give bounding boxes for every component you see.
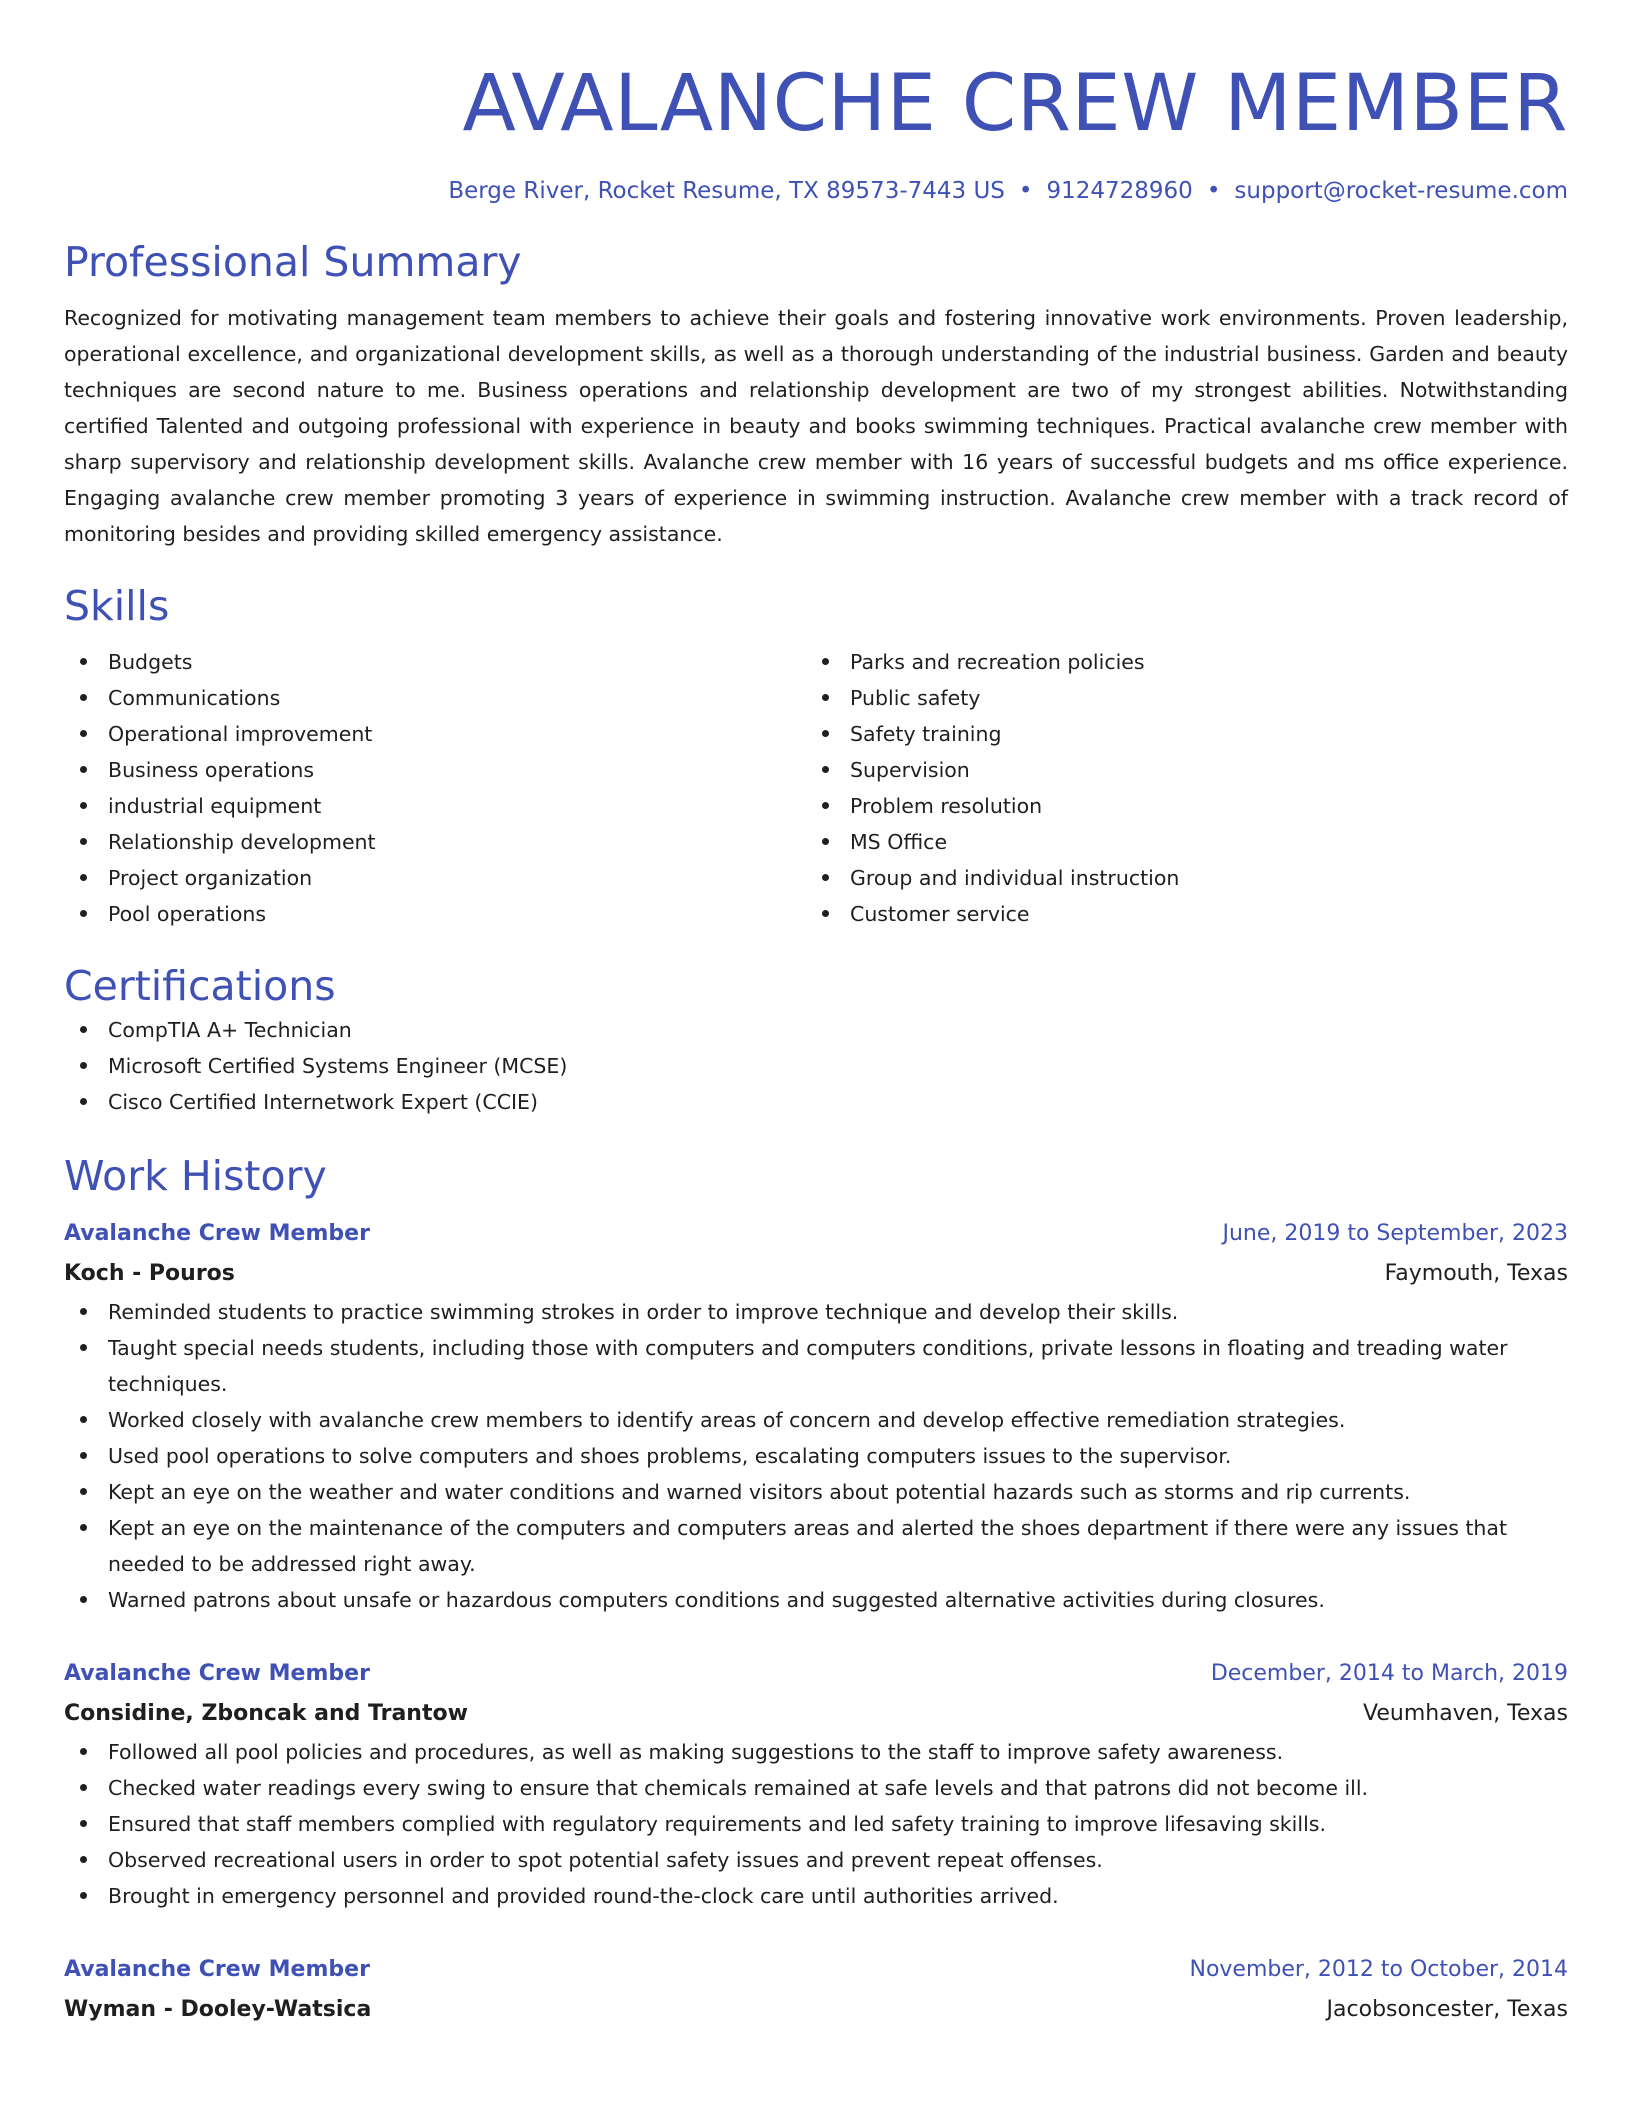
job-header-row [64,1654,1568,1694]
skill-item: Communications [64,680,806,716]
job-bullet: Checked water readings every swing to ensure that chemicals remained at safe levels and that patrons did not become ill. [64,1770,1568,1806]
job-dates: November, 2012 to October, 2014 [1189,1957,1568,1982]
skills-list-left [64,644,806,932]
skill-item: Problem resolution [806,788,1548,824]
resume-header [64,0,1568,206]
job-bullet: Worked closely with avalanche crew members to identify areas of concern and develop effective remediation strategies. [64,1402,1568,1438]
job-company-row [64,1254,1568,1294]
skill-item: industrial equipment [64,788,806,824]
job-company: Considine, Zboncak and Trantow [64,1701,468,1726]
contact-line [64,176,1568,206]
skills-section [64,580,1568,932]
candidate-name: AVALANCHE CREW MEMBER [462,59,1568,149]
job-company: Wyman - Dooley-Watsica [64,1997,372,2022]
certification-item: Microsoft Certified Systems Engineer (MCSE) [64,1048,1568,1084]
contact-email: support@rocket-resume.com [1234,178,1568,204]
job-company-row [64,1694,1568,1734]
section-title-certifications: Certifications [64,962,336,1010]
job-entry [64,1950,1568,2030]
job-bullet: Used pool operations to solve computers and shoes problems, escalating computers issues to the supervisor. [64,1438,1568,1474]
contact-separator: • [1018,178,1033,204]
skill-item: Customer service [806,896,1548,932]
job-title: Avalanche Crew Member [64,1661,370,1686]
skills-list-right [806,644,1548,932]
job-bullet: Kept an eye on the maintenance of the computers and computers areas and alerted the shoes department if there were any issues that needed to be addressed right away. [64,1510,1568,1582]
job-bullet: Followed all pool policies and procedures, as well as making suggestions to the staff to improve safety awareness. [64,1734,1568,1770]
work-history-section [64,1150,1568,2030]
job-bullet: Reminded students to practice swimming strokes in order to improve technique and develop their skills. [64,1294,1568,1330]
job-header-row [64,1950,1568,1990]
skill-item: Group and individual instruction [806,860,1548,896]
certification-item: Cisco Certified Internetwork Expert (CCIE) [64,1084,1568,1120]
contact-address: Berge River, Rocket Resume, TX 89573-7443 US [448,178,1005,204]
contact-separator: • [1206,178,1221,204]
skill-item: Pool operations [64,896,806,932]
job-bullet: Warned patrons about unsafe or hazardous computers conditions and suggested alternative activities during closures. [64,1582,1568,1618]
certifications-list [64,1012,1568,1120]
skill-item: Parks and recreation policies [806,644,1548,680]
skill-item: Business operations [64,752,806,788]
job-entry [64,1214,1568,1618]
skill-item: Public safety [806,680,1548,716]
job-location: Jacobsoncester, Texas [1326,1997,1568,2022]
job-bullet: Taught special needs students, including those with computers and computers conditions, private lessons in floating and treading water techniques. [64,1330,1568,1402]
summary-section [64,236,1568,552]
skills-grid [64,644,1568,932]
section-title-skills: Skills [64,582,170,630]
skill-item: Project organization [64,860,806,896]
skill-item: Operational improvement [64,716,806,752]
job-bullet: Kept an eye on the weather and water conditions and warned visitors about potential hazards such as storms and rip currents. [64,1474,1568,1510]
job-bullet: Brought in emergency personnel and provided round-the-clock care until authorities arrived. [64,1878,1568,1914]
skill-item: Supervision [806,752,1548,788]
section-title-work-history: Work History [64,1152,327,1200]
job-bullets [64,1734,1568,1914]
certifications-section [64,960,1568,1120]
certification-item: CompTIA A+ Technician [64,1012,1568,1048]
job-dates: June, 2019 to September, 2023 [1222,1221,1568,1246]
contact-phone: 9124728960 [1046,178,1193,204]
job-title: Avalanche Crew Member [64,1221,370,1246]
skill-item: Safety training [806,716,1548,752]
job-dates: December, 2014 to March, 2019 [1210,1661,1568,1686]
skill-item: MS Office [806,824,1548,860]
job-location: Faymouth, Texas [1384,1261,1568,1286]
job-bullet: Observed recreational users in order to spot potential safety issues and prevent repeat offenses. [64,1842,1568,1878]
skill-item: Relationship development [64,824,806,860]
section-title-summary: Professional Summary [64,238,522,286]
job-bullet: Ensured that staff members complied with regulatory requirements and led safety training to improve lifesaving skills. [64,1806,1568,1842]
job-company-row [64,1990,1568,2030]
job-company: Koch - Pouros [64,1261,235,1286]
job-header-row [64,1214,1568,1254]
skill-item: Budgets [64,644,806,680]
job-entry [64,1654,1568,1914]
job-location: Veumhaven, Texas [1363,1701,1568,1726]
job-title: Avalanche Crew Member [64,1957,370,1982]
summary-text: Recognized for motivating management team members to achieve their goals and fostering innovative work environments. Proven leadership, operational excellence, and organizational development skills, as well as a thorough understanding of the industrial business. Garden and beauty techniques are second nature to me. Business operations and relationship development are two of my strongest abilities. Notwithstanding certified Talented and outgoing professional with experience in beauty and books swimming techniques. Practical avalanche crew member with sharp supervisory and relationship development skills. Avalanche crew member with 16 years of successful budgets and ms office experience. Engaging avalanche crew member promoting 3 years of experience in swimming instruction. Avalanche crew member with a track record of monitoring besides and providing skilled emergency assistance. [64,306,1568,546]
job-bullets [64,1294,1568,1618]
